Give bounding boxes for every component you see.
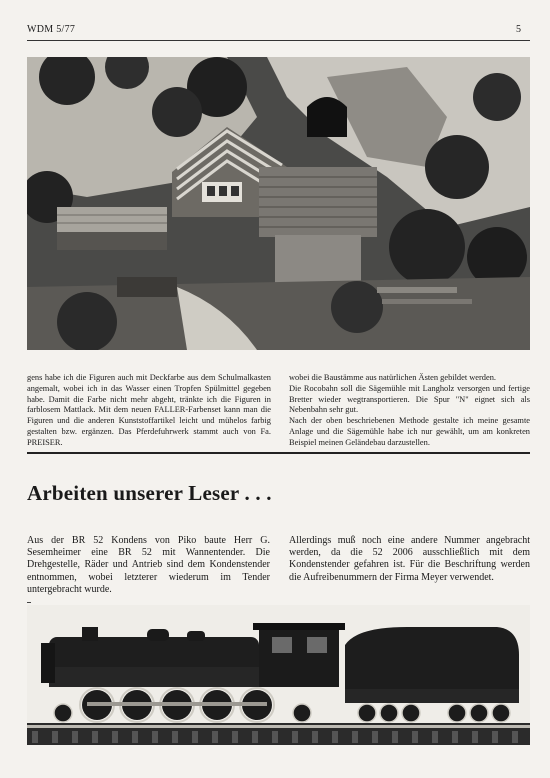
article-top-right-paragraph-3: Nach der oben beschriebenen Methode gestalte ich meine gesamte Anlage und die Sägemühle habe ich nur gewählt, um am konkreten Beispiel meinen Geländebau darzustellen. <box>289 416 530 447</box>
page-number: 5 <box>516 24 521 35</box>
article-top-left-column <box>27 373 271 449</box>
section-right-text: Allerdings muß noch eine andere Nummer angebracht werden, da die 52 2006 ausschließlich mit dem Kondenstender gefahren ist. Für die Beschriftung werden die Aufreibenummern der Firma Meyer verwendet. <box>289 535 530 583</box>
section-headline: Arbeiten unserer Leser . . . <box>27 481 272 505</box>
model-railway-diorama-photo-icon <box>27 57 530 350</box>
header-rule <box>27 40 530 41</box>
small-dash <box>27 602 31 603</box>
journal-issue: WDM 5/77 <box>27 24 76 35</box>
diorama-photo <box>27 57 530 350</box>
section-separator <box>27 452 530 454</box>
article-top-right-column <box>289 373 530 449</box>
article-top-left-paragraph: gens habe ich die Figuren auch mit Deckfarbe aus dem Schulmalkasten angemalt, wobei ich in das Wasser einen Tropfen Spülmittel gegeben habe. Damit die Farbe nicht mehr abgeht, tränkte ich die Figuren in farblosem Mattlack. Mit dem neuen FALLER-Farbenset kann man die Figuren und die anderen Kunststoffartikel leicht und mühelos farbig gestalten bzw. ergänzen. Das Pferdefuhrwerk stammt auch von Fa. PREISER. <box>27 373 271 447</box>
section-left-column <box>27 535 270 596</box>
section-right-column <box>289 535 530 584</box>
article-top-right-paragraph-2: Die Rocobahn soll die Sägemühle mit Langholz versorgen und fertige Bretter wieder wegtransportieren. Die Spur "N" eignet sich als Nebenbahn sehr gut. <box>289 383 530 415</box>
locomotive-photo <box>27 605 530 745</box>
steam-locomotive-photo-icon <box>27 605 530 745</box>
section-left-text: Aus der BR 52 Kondens von Piko baute Herr G. Sesemheimer eine BR 52 mit Wannentender. Die Drehgestelle, Räder und Antrieb sind dem Kondenstender entnommen, wobei letzterer wiederum im Tender untergebracht wurde. <box>27 535 270 595</box>
article-top-right-paragraph-1: wobei die Baustämme aus natürlichen Ästen gebildet werden. <box>289 373 496 382</box>
